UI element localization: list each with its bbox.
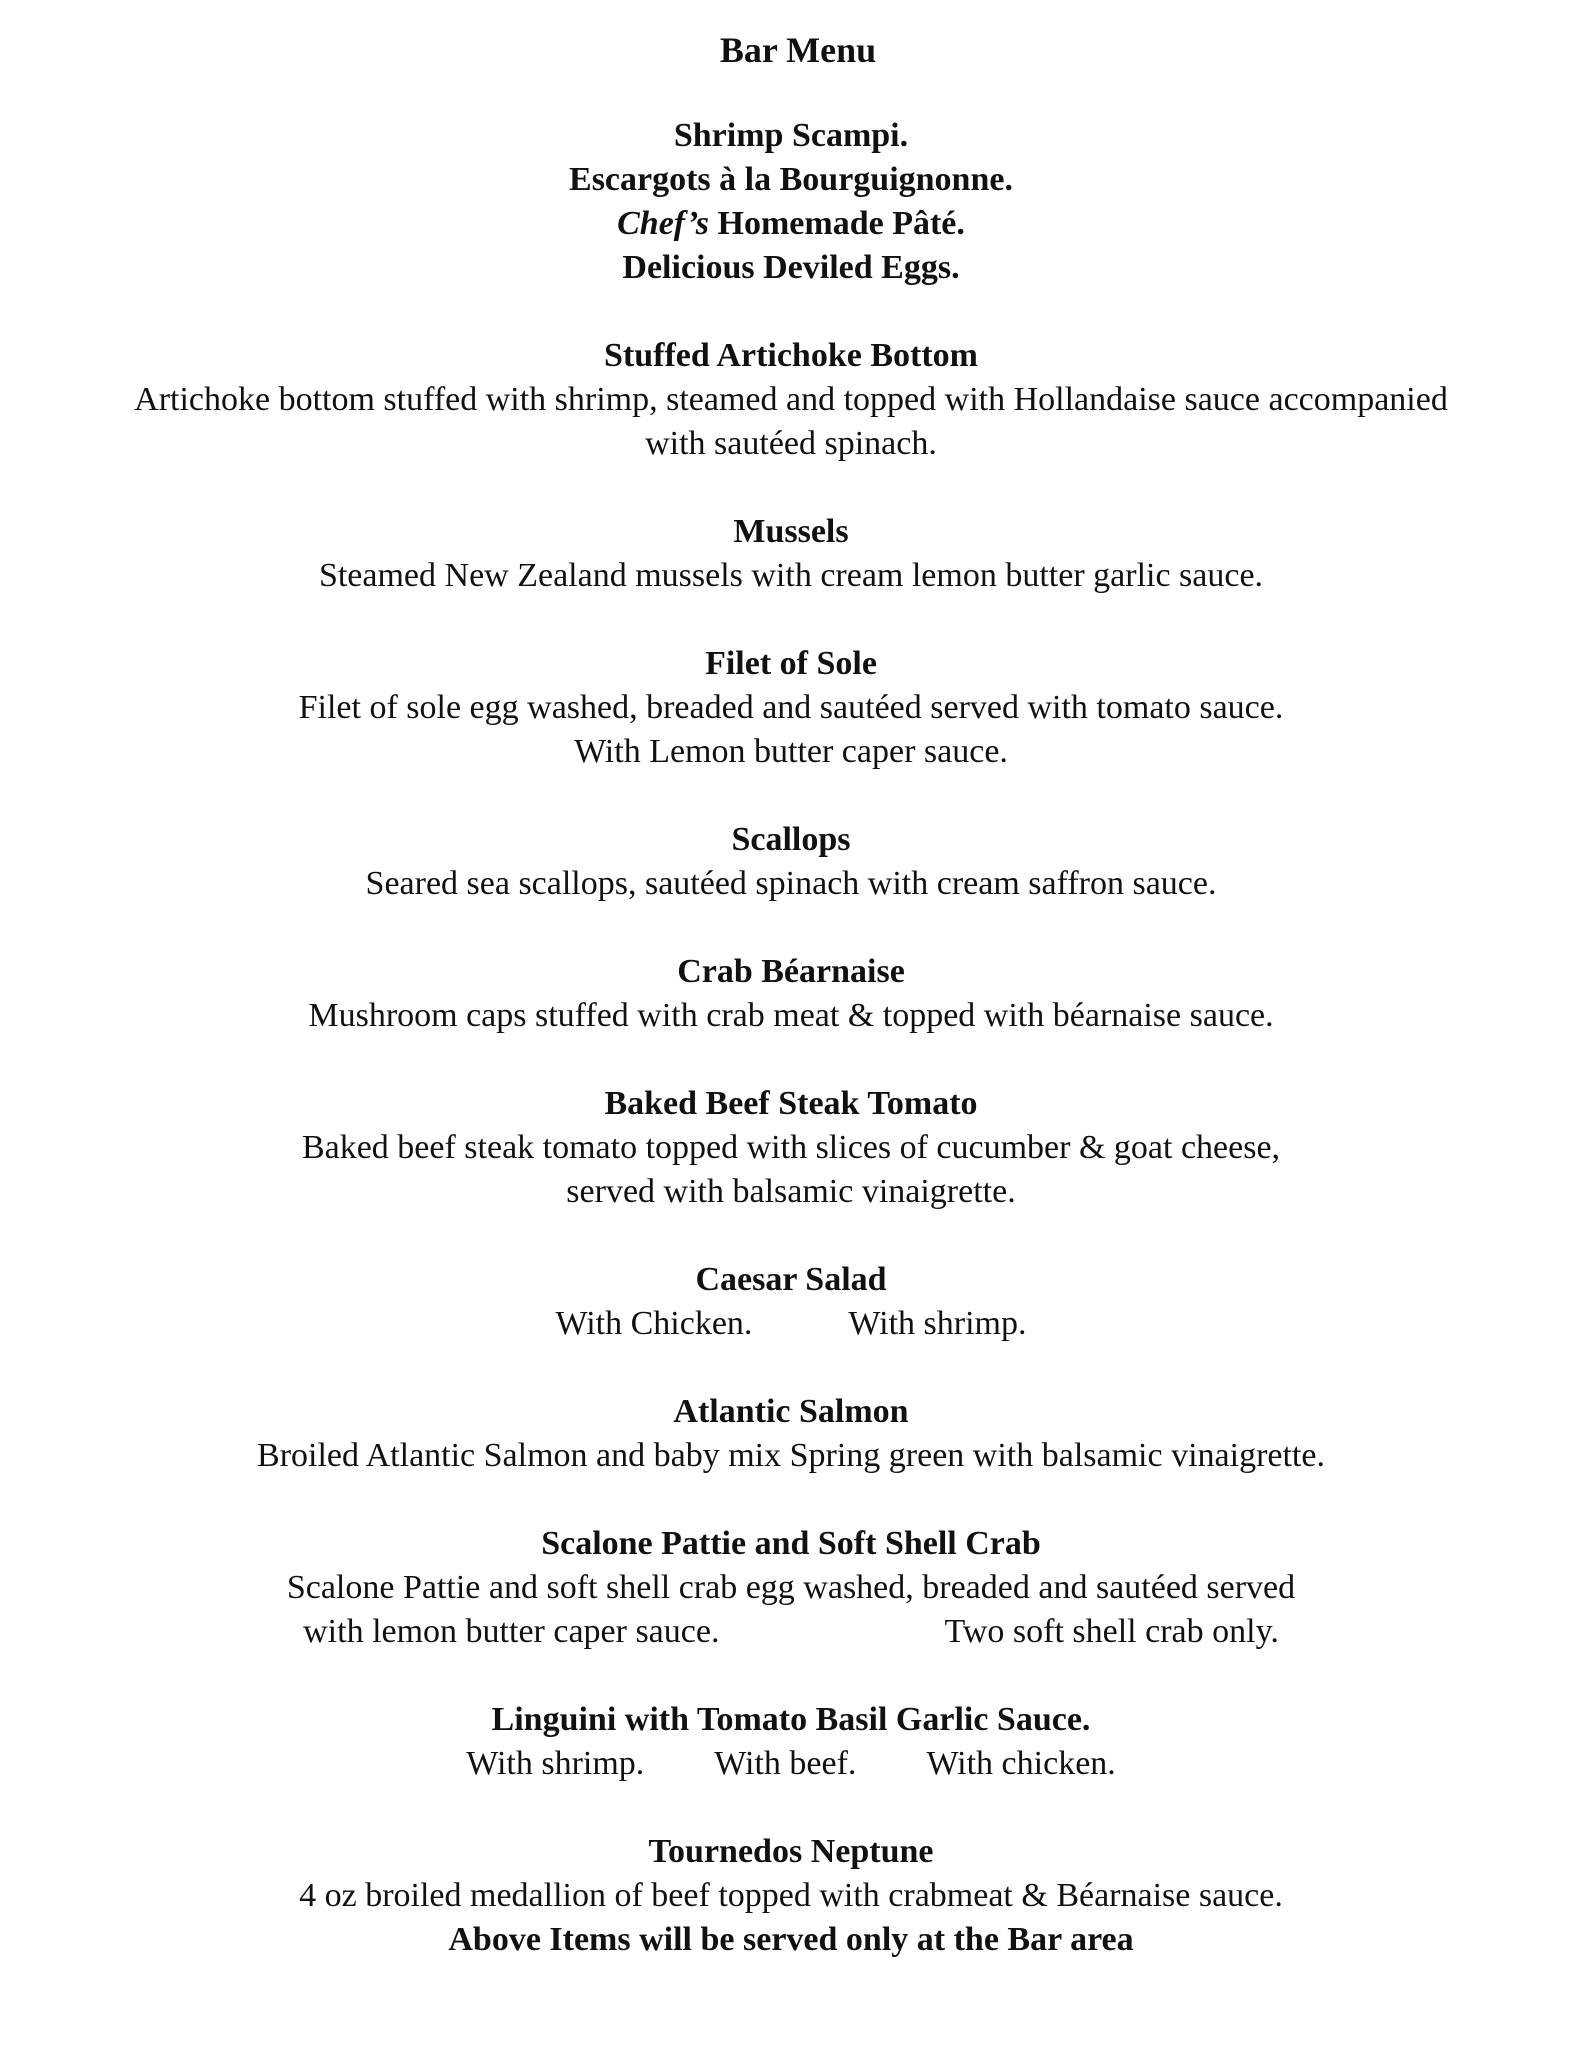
starter-deviled-eggs: Delicious Deviled Eggs. [622, 249, 960, 286]
menu-item-beef-steak-tomato [0, 1082, 1582, 1214]
item-description-line: Broiled Atlantic Salmon and baby mix Spring green with balsamic vinaigrette. [257, 1437, 1325, 1474]
starter-shrimp-scampi: Shrimp Scampi. [673, 117, 909, 154]
menu-item-filet-of-sole [0, 642, 1582, 774]
starter-pate [0, 202, 1582, 246]
menu-item-scallops [0, 818, 1582, 906]
item-name: Tournedos Neptune [648, 1833, 934, 1870]
item-name: Linguini with Tomato Basil Garlic Sauce. [491, 1701, 1091, 1738]
item-name: Caesar Salad [695, 1261, 887, 1298]
item-option: With chicken. [926, 1745, 1116, 1782]
item-option: With beef. [714, 1745, 857, 1782]
item-name: Stuffed Artichoke Bottom [604, 337, 978, 374]
item-description-line: With Lemon butter caper sauce. [574, 733, 1008, 770]
item-description-line: Filet of sole egg washed, breaded and sautéed served with tomato sauce. [298, 689, 1284, 726]
item-option: With Chicken. [555, 1305, 753, 1342]
item-description-line: with sautéed spinach. [645, 425, 937, 462]
menu-item-crab-bearnaise [0, 950, 1582, 1038]
item-name: Baked Beef Steak Tomato [604, 1085, 978, 1122]
item-name: Scalone Pattie and Soft Shell Crab [541, 1525, 1041, 1562]
item-name: Crab Béarnaise [677, 953, 905, 990]
item-options [0, 1742, 1582, 1786]
menu-item-scalone-pattie [0, 1522, 1582, 1654]
item-description-line: Seared sea scallops, sautéed spinach with cream saffron sauce. [365, 865, 1217, 902]
menu-item-atlantic-salmon [0, 1390, 1582, 1478]
item-description-line: Scalone Pattie and soft shell crab egg washed, breaded and sautéed served [286, 1569, 1296, 1606]
item-description-split [0, 1610, 1582, 1654]
menu-item-caesar-salad [0, 1258, 1582, 1346]
item-description-line: Steamed New Zealand mussels with cream lemon butter garlic sauce. [318, 557, 1264, 594]
starter-pate-text: Homemade Pâté. [709, 205, 965, 242]
menu-item-linguini [0, 1698, 1582, 1786]
item-options [0, 1302, 1582, 1346]
item-name: Scallops [731, 821, 851, 858]
starters-list [0, 114, 1582, 290]
menu-item-mussels [0, 510, 1582, 598]
starter-pate-italic: Chef’s [617, 205, 710, 242]
starter-escargots: Escargots à la Bourguignonne. [569, 161, 1013, 198]
item-description-part: Two soft shell crab only. [944, 1613, 1279, 1650]
item-name: Mussels [733, 513, 849, 550]
item-description-line: 4 oz broiled medallion of beef topped with crabmeat & Béarnaise sauce. [299, 1877, 1283, 1914]
item-description-line: Mushroom caps stuffed with crab meat & topped with béarnaise sauce. [308, 997, 1274, 1034]
item-option: With shrimp. [466, 1745, 645, 1782]
item-option: With shrimp. [848, 1305, 1027, 1342]
item-description-line: Baked beef steak tomato topped with slices of cucumber & goat cheese, [301, 1129, 1281, 1166]
item-description-line: served with balsamic vinaigrette. [566, 1173, 1016, 1210]
item-description-part: with lemon butter caper sauce. [303, 1613, 720, 1650]
item-name: Atlantic Salmon [673, 1393, 909, 1430]
item-description-line: Artichoke bottom stuffed with shrimp, steamed and topped with Hollandaise sauce accompanied [134, 381, 1448, 418]
menu-item-artichoke [0, 334, 1582, 466]
bar-area-notice: Above Items will be served only at the Bar area [448, 1921, 1134, 1958]
menu-item-tournedos-neptune [0, 1830, 1582, 1918]
menu-title: Bar Menu [719, 30, 877, 70]
item-name: Filet of Sole [705, 645, 877, 682]
